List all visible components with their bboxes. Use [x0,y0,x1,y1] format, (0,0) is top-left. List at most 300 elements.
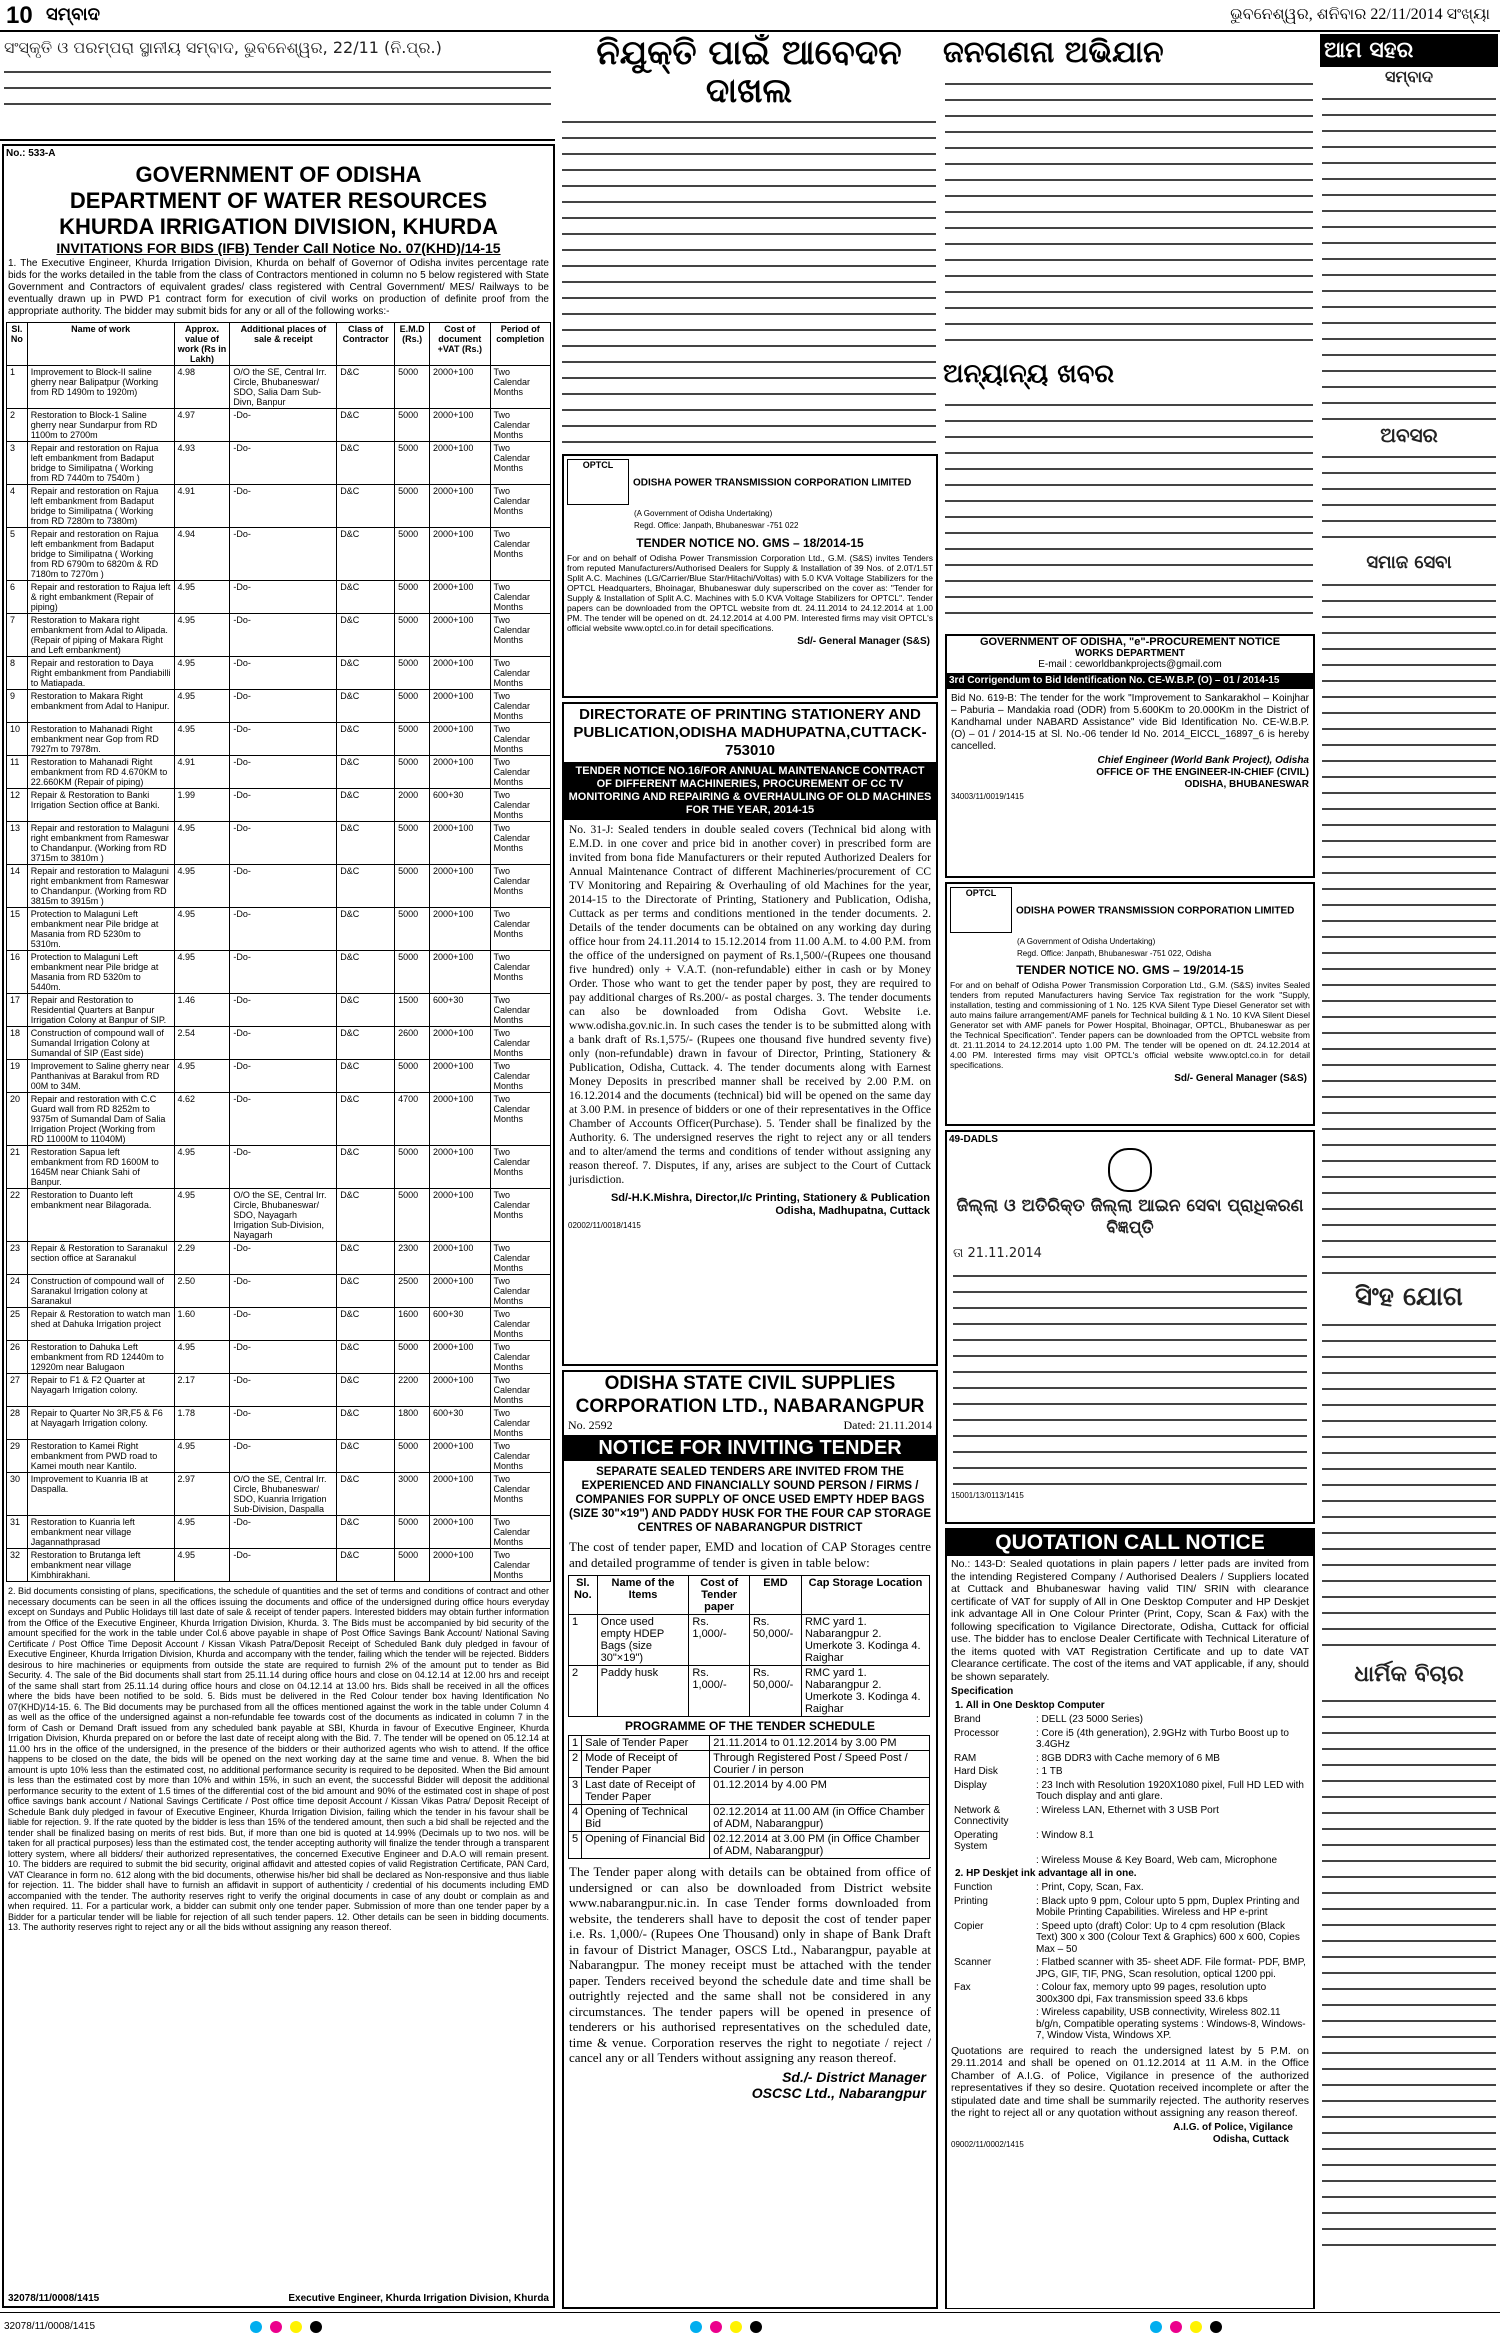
eproc-title: GOVERNMENT OF ODISHA, "e"-PROCUREMENT NOTICE [979,636,1281,648]
table-cell: Improvement to Saline gherry near Panthanivas at Barakul from RD 00M to 34M. [27,1060,174,1093]
table-row [7,528,551,581]
table-cell: Two Calendar Months [490,1027,550,1060]
table-cell: 600+30 [430,994,490,1027]
civil-title: ODISHA STATE CIVIL SUPPLIES CORPORATION LTD., NABARANGPUR [575,1373,925,1417]
table-cell: D&C [337,1473,395,1516]
table-cell: 4 [569,1805,582,1832]
notice-number: No.: 533-A [6,148,56,159]
table-header-cell: Name of the Items [597,1576,689,1615]
eproc-sign-2: OFFICE OF THE ENGINEER-IN-CHIEF (CIVIL) [1096,767,1309,778]
table-row [569,1615,930,1666]
table-cell: 32 [7,1549,28,1582]
table-cell: D&C [337,756,395,789]
table-row [7,994,551,1027]
spec-value: : 1 TB [1036,1766,1063,1777]
optcl2-company: ODISHA POWER TRANSMISSION CORPORATION LIMITED [1016,905,1295,917]
table-cell: 5000 [395,865,430,908]
table-cell: Two Calendar Months [490,690,550,723]
registration-mark-icon [290,2321,302,2333]
spec-value: : 23 Inch with Resolution 1920X1080 pixel, Full HD LED with Touch display and anti glare. [1036,1779,1304,1802]
table-cell: D&C [337,1374,395,1407]
table-cell: Restoration to Brutanga left embankment near village Kimbhirakhani. [27,1549,174,1582]
printing-notice [562,702,938,1366]
printing-release: 02002/11/0018/1415 [568,1221,641,1230]
table-cell: 5000 [395,690,430,723]
table-cell: 14 [7,865,28,908]
table-cell: 4.95 [174,1516,230,1549]
table-cell: -Do- [230,1440,337,1473]
table-cell: -Do- [230,1275,337,1308]
spec-row [953,1854,1307,1868]
table-cell: Two Calendar Months [490,1516,550,1549]
table-cell: 2000+100 [430,1275,490,1308]
table-cell: Repair to F1 & F2 Quarter at Nayagarh Irrigation colony. [27,1374,174,1407]
notice-footer [8,2293,549,2304]
table-cell: 02.12.2014 at 3.00 PM (in Office Chamber of ADM, Nabarangpur) [710,1832,930,1859]
table-cell: D&C [337,690,395,723]
table-cell: 4.98 [174,366,230,409]
table-cell: 1.60 [174,1308,230,1341]
table-row [7,581,551,614]
table-cell: 2000+100 [430,1516,490,1549]
table-cell: Rs. 1,000/- [689,1666,750,1717]
spec-label: Brand [954,1714,981,1725]
dadls-release: 15001/13/0113/1415 [951,1491,1024,1500]
table-header-cell: EMD [749,1576,801,1615]
table-cell: 2000+100 [430,1060,490,1093]
spec-value: : Wireless Mouse & Key Board, Web cam, Microphone [1036,1854,1278,1866]
table-cell: 5000 [395,1146,430,1189]
dadls-body [953,1268,1307,1488]
table-cell: 4.95 [174,822,230,865]
table-cell: 11 [7,756,28,789]
table-cell: D&C [337,1093,395,1146]
table-cell: 4.93 [174,442,230,485]
table-cell: Two Calendar Months [490,581,550,614]
table-row [7,1549,551,1582]
table-cell: -Do- [230,657,337,690]
optcl-logo-2: OPTCL [950,887,1012,933]
table-cell: 4.95 [174,1060,230,1093]
spec-row [953,2006,1307,2043]
spec-row [953,1956,1307,1981]
table-cell: 5000 [395,528,430,581]
column-4-h3: ଅବସର [1380,423,1438,447]
optcl2-signature: Sd/- General Manager (S&S) [1174,1073,1307,1084]
oriya-article-3 [945,76,1313,351]
table-cell: 5000 [395,908,430,951]
table-cell: D&C [337,1060,395,1093]
optcl-signature: Sd/- General Manager (S&S) [797,636,930,647]
eproc-release: 34003/11/0019/1415 [951,792,1024,801]
table-cell: Protection to Malaguni Left embankment near Pile bridge at Masania from RD 5230m to 5310m. [27,908,174,951]
table-row [7,1093,551,1146]
table-cell: 2.97 [174,1473,230,1516]
oriya-article-2 [562,114,936,444]
table-cell: Two Calendar Months [490,614,550,657]
printing-title: DIRECTORATE OF PRINTING STATIONERY AND PUBLICATION,ODISHA MADHUPATNA,CUTTACK-753010 [573,706,927,759]
table-cell: 2000+100 [430,409,490,442]
table-cell: D&C [337,1407,395,1440]
spec-label: RAM [954,1752,977,1764]
date-line: ଭୁବନେଶ୍ୱର, ଶନିବାର 22/11/2014 ସଂଖ୍ୟା [1230,6,1490,23]
table-header-cell: Class of Contractor [337,323,395,366]
emblem-icon [1108,1148,1152,1192]
spec-value: : Black upto 9 ppm, Colour upto 5 ppm, Duplex Printing and Mobile Printing Capabilities. Wireless and HP e-print [1036,1895,1300,1918]
spec-value: : Core i5 (4th generation), 2.9GHz with Turbo Boost up to 3.4GHz [1036,1727,1289,1750]
table-cell: Once used empty HDEP Bags (size 30"×19") [597,1615,689,1666]
table-cell: Through Registered Post / Speed Post / Courier / in person [710,1751,930,1778]
table-cell: Repair and Restoration to Residential Quarters at Banpur Irrigation Colony at Banpur of SIP. [27,994,174,1027]
table-cell: Paddy husk [597,1666,689,1717]
table-cell: D&C [337,614,395,657]
table-cell: 2000+100 [430,951,490,994]
table-cell: 5000 [395,822,430,865]
schedule-row [569,1751,930,1778]
table-row [7,1473,551,1516]
table-cell: 4.95 [174,1189,230,1242]
table-cell: 4.94 [174,528,230,581]
table-cell: Improvement to Block-II saline gherry near Balipatpur (Working from RD 1490m to 1920m) [27,366,174,409]
table-cell: 2000+100 [430,581,490,614]
civil-intro: The cost of tender paper, EMD and location of CAP Storages centre and detailed programme of tender is given in table below: [569,1539,931,1570]
optcl2-tender-title: TENDER NOTICE NO. GMS – 19/2014-15 [1016,963,1244,977]
table-row [7,1027,551,1060]
spec-value: : Print, Copy, Scan, Fax. [1036,1882,1144,1893]
table-cell: Repair & Restoration to Saranakul section office at Saranakul [27,1242,174,1275]
table-cell: 4.97 [174,409,230,442]
table-cell: 5000 [395,723,430,756]
column-4-sub: ସମ୍ବାଦ [1385,67,1433,86]
table-cell: 5000 [395,1516,430,1549]
table-header-cell: Period of completion [490,323,550,366]
table-cell: 15 [7,908,28,951]
table-cell: 12 [7,789,28,822]
table-cell: 7 [7,614,28,657]
footer-release: 32078/11/0008/1415 [4,2321,96,2332]
table-row [7,1060,551,1093]
table-cell: Rs. 1,000/- [689,1615,750,1666]
table-cell: D&C [337,994,395,1027]
spec-label: Hard Disk [954,1766,998,1777]
spec-label: Network & Connectivity [954,1804,1009,1827]
spec-label [953,1854,1035,1868]
optcl-logo: OPTCL [567,459,629,505]
table-cell: D&C [337,1189,395,1242]
table-cell: 2000+100 [430,908,490,951]
table-cell: 2000+100 [430,1549,490,1582]
table-cell: 4.91 [174,485,230,528]
table-row [7,1275,551,1308]
table-header-cell: Name of work [27,323,174,366]
spec-value: : Window 8.1 [1036,1829,1094,1841]
table-cell: Restoration to Kuanria left embankment near village Jagannathprasad [27,1516,174,1549]
table-cell: 2000+100 [430,1242,490,1275]
table-cell: Repair & Restoration to watch man shed at Dahuka Irrigation project [27,1308,174,1341]
table-cell: 5000 [395,614,430,657]
table-cell: 1 [569,1736,582,1751]
table-cell: Restoration to Mahanadi Right embankment near Gop from RD 7927m to 7978m. [27,723,174,756]
table-cell: 2000+100 [430,1473,490,1516]
table-cell: -Do- [230,756,337,789]
table-cell: 16 [7,951,28,994]
table-cell: 4.95 [174,1146,230,1189]
registration-mark-icon [1210,2321,1222,2333]
table-cell: Sale of Tender Paper [582,1736,710,1751]
table-cell: Two Calendar Months [490,865,550,908]
table-cell: 2000+100 [430,1341,490,1374]
column-2 [560,34,938,2309]
table-cell: Two Calendar Months [490,485,550,528]
printing-signature: Sd/-H.K.Mishra, Director,I/c Printing, Stationery & Publication Odisha, Madhupatna, Cuttack [610,1192,930,1217]
spec-label: Printing [954,1895,988,1907]
table-cell: 5000 [395,581,430,614]
registration-mark-icon [690,2321,702,2333]
spec-label: Display [954,1779,987,1791]
column-1 [0,34,555,2309]
table-header-cell: Cost of Tender paper [689,1576,750,1615]
table-cell: 21 [7,1146,28,1189]
table-cell: D&C [337,409,395,442]
table-row [7,908,551,951]
table-cell: Two Calendar Months [490,908,550,951]
civil-banner: NOTICE FOR INVITING TENDER [564,1435,936,1461]
table-row [7,951,551,994]
table-cell: 2 [569,1666,598,1717]
table-cell: Mode of Receipt of Tender Paper [582,1751,710,1778]
oriya-article-4 [945,397,1313,617]
dadls-tag: 49-DADLS [949,1134,998,1145]
column-3 [943,34,1315,2309]
spec-value: : Colour fax, memory upto 99 pages, resolution upto 300x300 dpi, Fax transmission speed 33.6 kbps [1036,1982,1267,2005]
table-cell: RMC yard 1. Nabarangpur 2. Umerkote 3. Kodinga 4. Raighar [801,1666,929,1717]
spec-label: Function [954,1882,993,1893]
page-number: 10 [6,2,33,29]
table-cell: 5000 [395,366,430,409]
table-cell: 21.11.2014 to 01.12.2014 by 3.00 PM [710,1736,930,1751]
page-header [0,0,1500,32]
table-cell: Two Calendar Months [490,442,550,485]
table-cell: -Do- [230,1027,337,1060]
optcl2-undertaking: (A Government of Odisha Undertaking) [1017,937,1156,946]
table-cell: 2000+100 [430,1189,490,1242]
eproc-notice [945,634,1315,878]
printing-body: No. 31-J: Sealed tenders in double sealed covers (Technical bid along with E.M.D. in one cover and price bid in another cover) in prescribed form are invited from bona fide Manufacturers or their reputed Authorized Dealers for Annual Maintenance Contract of different Machineries/procurement of CC TV Monitoring and Repairing & Overhauling of old Machines for the year, 2014-15 to the Directorate of Printing, Stationery and Publication, Odisha, Cuttack as per terms and conditions mentioned in the tender documents. 2. Details of the tender documents can be obtained on any working day during office hour from 24.11.2014 to 15.12.2014 from 11.00 A.M. to 4.00 P.M. from the office of the undersigned on payment of Rs.1,500/-(Rupees one thousand five hundred) only + V.A.T. (non-refundable) either in cash or by Money Order. Those who want to get the tender paper by post, they are required to pay additional charges of Rs.200/- as postal charges. 3. The tender documents can also be downloaded from Odisha Govt. Website i.e. www.odisha.gov.nic.in. In such cases the tender is to be submitted along with a bank draft of Rs.1,575/- (Rupees one thousand five hundred seventy five) only (non-refundable) drawn in favour of Director, Printing, Stationery & Publication, Odisha, Cuttack. 4. The tender documents along with Earnest Money Deposits in prescribed manner shall be received by 2.00 P.M. on 16.12.2014 and the documents (technical) bid will be opened on the same day at 3.00 P.M. in presence of bidders or one of their representatives in the Office Chamber of Accounts Officer(Purchase). 5. Tender shall be finalized by the Authority. 6. The undersigned reserves the right to reject any or all tenders and to alter/amend the terms and conditions of tender without assigning any reason thereof. 7. Disputes, if any, arises are subject to the Court of Cuttack jurisdiction. [569,824,931,1186]
registration-mark-icon [750,2321,762,2333]
table-cell: Restoration Sapua left embankment from RD 1600M to 1645M near Chiank Sahi of Banpur. [27,1146,174,1189]
table-cell: 5000 [395,485,430,528]
table-cell: -Do- [230,1549,337,1582]
table-cell: Two Calendar Months [490,994,550,1027]
table-cell: -Do- [230,485,337,528]
table-row [7,442,551,485]
column-4-head: ଆମ ସହର [1320,34,1498,67]
spec1-title: 1. All in One Desktop Computer [955,1700,1105,1711]
table-cell: 2000+100 [430,723,490,756]
table-cell: 4.95 [174,1341,230,1374]
table-cell: Two Calendar Months [490,1473,550,1516]
table-cell: 2000+100 [430,528,490,581]
table-cell: Two Calendar Months [490,1407,550,1440]
table-cell: 20 [7,1093,28,1146]
optcl-body: For and on behalf of Odisha Power Transmission Corporation Ltd., G.M. (S&S) invites Tenders from reputed Manufacturers/Authorised Dealers for Supply & Installation of 39 Nos. of 2.0T/1.5T Split A.C. Machines (LG/Carrier/Blue Star/Hitachi/Voltas) with 5.0 KVA Voltage Stabilizers for the OPTCL Headquarters, Bhoinagar, Bhubaneswar duly superscribed on the cover as: "Tender for Supply & Installation of Split A.C. Machines with 5.0 KVA Voltage Stabilizers for OPTCL". Tender papers can be downloaded from the OPTCL website from dt. 24.11.2014 to 24.12.2014 at 1.00 PM. The tender will be opened on dt. 24.12.2014 at 4.00 PM. Interested firms may visit OPTCL's official website www.optcl.co.in for detail specifications. [567,553,933,633]
table-cell: 600+30 [430,1308,490,1341]
table-cell: -Do- [230,1060,337,1093]
column-4-h4: ସମାଜ ସେବା [1366,552,1452,573]
oriya-headline-2: ନିଯୁକ୍ତି ପାଇଁ ଆବେଦନ ଦାଖଲ [596,34,902,111]
table-cell: Two Calendar Months [490,1308,550,1341]
table-cell: Construction of compound wall of Saranakul Irrigation colony at Saranakul [27,1275,174,1308]
table-cell: 4.95 [174,1549,230,1582]
table-cell: 5000 [395,442,430,485]
table-cell: 4.95 [174,723,230,756]
spec-value: : Wireless LAN, Ethernet with 3 USB Port [1036,1804,1219,1816]
table-cell: 2000+100 [430,485,490,528]
table-cell: 5000 [395,756,430,789]
table-cell: 1.46 [174,994,230,1027]
table-cell: RMC yard 1. Nabarangpur 2. Umerkote 3. Kodinga 4. Raighar [801,1615,929,1666]
table-cell: 5 [569,1832,582,1859]
table-cell: Protection to Malaguni Left embankment near Pile bridge at Masania from RD 5320m to 5440m. [27,951,174,994]
table-cell: 5000 [395,1060,430,1093]
table-cell: -Do- [230,581,337,614]
table-row [7,789,551,822]
table-header-cell: Sl. No. [569,1576,598,1615]
registration-mark-icon [1190,2321,1202,2333]
table-row [7,1308,551,1341]
table-row [7,1516,551,1549]
quotation-closing: Quotations are required to reach the undersigned latest by 5 P.M. on 29.11.2014 and shall be opened on 01.12.2014 at 11 A.M. in the Office Chamber of A.I.G. of Police, Vigilance in presence of the authorized representatives if they so desire. Quotation received incomplete or after the stipulated date and time shall be summarily rejected. The authority reserves the right to reject all or any quotation without assigning any reason thereof. [951,2044,1309,2119]
registration-mark-icon [310,2321,322,2333]
table-cell: O/O the SE, Central Irr. Circle, Bhubaneswar/ SDO, Salia Dam Sub-Divn, Banpur [230,366,337,409]
table-cell: -Do- [230,1242,337,1275]
eproc-dept: WORKS DEPARTMENT [1075,648,1185,659]
eproc-sign-3: ODISHA, BHUBANESWAR [1184,779,1309,790]
table-cell: 2000+100 [430,366,490,409]
table-cell: Restoration to Dahuka Left embankment from RD 12440m to 12920m near Balugaon [27,1341,174,1374]
eproc-email: E-mail : ceworldbankprojects@gmail.com [1038,659,1222,670]
table-row [7,409,551,442]
table-cell: 5000 [395,657,430,690]
table-cell: 4.95 [174,908,230,951]
table-cell: Two Calendar Months [490,1440,550,1473]
table-cell: 17 [7,994,28,1027]
table-cell: -Do- [230,723,337,756]
table-cell: 2000+100 [430,442,490,485]
notice-intro: 1. The Executive Engineer, Khurda Irrigation Division, Khurda on behalf of Governor of Odisha invites percentage rate bids for the works detailed in the table from the class of Contractors mentioned in column no 5 below registered with State Government and Contractors of equivalent grades/ class registered with Central Government/ MES/ Railways to be eventually drawn up in PWD P1 contract form for execution of civil works on production of definite proof from the appropriate authority. The bidder may submit bids for any or all of the following works:- [8,258,549,317]
table-row [7,1189,551,1242]
table-cell: 2000+100 [430,1440,490,1473]
table-cell: -Do- [230,1374,337,1407]
table-cell: 600+30 [430,789,490,822]
civil-supplies-notice [562,1370,938,2309]
table-cell: -Do- [230,789,337,822]
quotation-notice [945,1528,1315,2309]
table-header-cell: Cost of document +VAT (Rs.) [430,323,490,366]
spec-value: : Flatbed scanner with 35- sheet ADF. File format- PDF, BMP, JPG, GIF, TIF, PNG, Scan resolution, optical 1200 ppi. [1036,1957,1306,1980]
civil-number: No. 2592 [568,1418,613,1432]
table-cell: D&C [337,789,395,822]
table-cell: 1.78 [174,1407,230,1440]
table-cell: O/O the SE, Central Irr. Circle, Bhubaneswar/ SDO, Kuanria Irrigation Sub-Division, Daspalla [230,1473,337,1516]
table-cell: D&C [337,1146,395,1189]
spec-row [953,1881,1307,1895]
optcl-undertaking: (A Government of Odisha Undertaking) [634,509,773,518]
table-row [7,485,551,528]
schedule-row [569,1832,930,1859]
paper-name: ସମ୍ବାଦ [46,4,100,24]
table-cell: 02.12.2014 at 11.00 AM (in Office Chamber of ADM, Nabarangpur) [710,1805,930,1832]
table-cell: -Do- [230,1308,337,1341]
table-cell: D&C [337,528,395,581]
table-cell: -Do- [230,1407,337,1440]
table-cell: O/O the SE, Central Irr. Circle, Bhubaneswar/ SDO, Nayagarh Irrigation Sub-Division, Nayagarh [230,1189,337,1242]
spec1-table [953,1713,1307,1867]
table-cell: D&C [337,1027,395,1060]
table-row [7,1374,551,1407]
table-header-cell: Additional places of sale & receipt [230,323,337,366]
registration-mark-icon [710,2321,722,2333]
table-cell: 18 [7,1027,28,1060]
table-row [7,1407,551,1440]
schedule-row [569,1805,930,1832]
table-cell: -Do- [230,1341,337,1374]
table-cell: -Do- [230,1093,337,1146]
table-cell: 2000+100 [430,822,490,865]
table-cell: D&C [337,865,395,908]
table-cell: Two Calendar Months [490,1341,550,1374]
table-row [569,1666,930,1717]
notice-title-2: DEPARTMENT OF WATER RESOURCES [69,188,488,213]
table-cell: 2000+100 [430,1027,490,1060]
spec-label [953,2006,1035,2043]
dadls-heading: ଜିଲ୍ଲା ଓ ଅତିରିକ୍ତ ଜିଲ୍ଲା ଆଇନ ସେବା ପ୍ରାଧିକରଣ ବିଜ୍ଞପ୍ତି [956,1196,1304,1238]
table-cell: 2600 [395,1027,430,1060]
table-cell: 5000 [395,1549,430,1582]
dadls-date: ତା 21.11.2014 [953,1246,1042,1261]
oriya-headline-4: ଅନ୍ୟାନ୍ୟ ଖବର [943,359,1115,389]
table-cell: 2 [7,409,28,442]
table-row [7,723,551,756]
civil-lead: SEPARATE SEALED TENDERS ARE INVITED FROM THE EXPERIENCED AND FINANCIALLY SOUND PERSON / FIRMS / COMPANIES FOR SUPPLY OF ONCE USED EMPTY HDEP BAGS (SIZE 30"×19") AND PADDY HUSK FOR THE FOUR CAP STORAGE CENTRES OF NABARANGPUR DISTRICT [568,1466,932,1534]
table-cell: 2500 [395,1275,430,1308]
table-cell: Two Calendar Months [490,1275,550,1308]
table-cell: 10 [7,723,28,756]
notice-title-3: KHURDA IRRIGATION DIVISION, KHURDA [59,214,498,239]
quotation-title: QUOTATION CALL NOTICE [947,1530,1313,1556]
table-cell: D&C [337,1440,395,1473]
table-cell: -Do- [230,1146,337,1189]
table-cell: Two Calendar Months [490,1146,550,1189]
spec-value: : 8GB DDR3 with Cache memory of 6 MB [1036,1752,1220,1764]
table-row [7,865,551,908]
table-row [7,1242,551,1275]
spec-label: Scanner [954,1957,992,1968]
table-cell: 4.91 [174,756,230,789]
table-cell: Repair and restoration with C.C Guard wall from RD 8252m to 9375m of Sumandal Dam of Salia Irrigation Project (Working from RD 11000M to 11040M) [27,1093,174,1146]
table-cell: D&C [337,951,395,994]
table-cell: Restoration to Makara right embankment from Adal to Alipada. (Repair of piping of Makara Right and Left embankment) [27,614,174,657]
table-cell: 2000+100 [430,614,490,657]
notice-subtitle: INVITATIONS FOR BIDS (IFB) Tender Call Notice No. 07(KHD)/14-15 [56,240,501,256]
table-row [7,690,551,723]
table-cell: Construction of compound wall of Sumandal Irrigation Colony at Sumandal of SIP (East side) [27,1027,174,1060]
table-header-cell: E.M.D (Rs.) [395,323,430,366]
registration-mark-icon [1150,2321,1162,2333]
table-cell: Repair & Restoration to Banki Irrigation Section office at Banki. [27,789,174,822]
quotation-release: 09002/11/0002/1415 [951,2139,1024,2149]
table-cell: D&C [337,1549,395,1582]
